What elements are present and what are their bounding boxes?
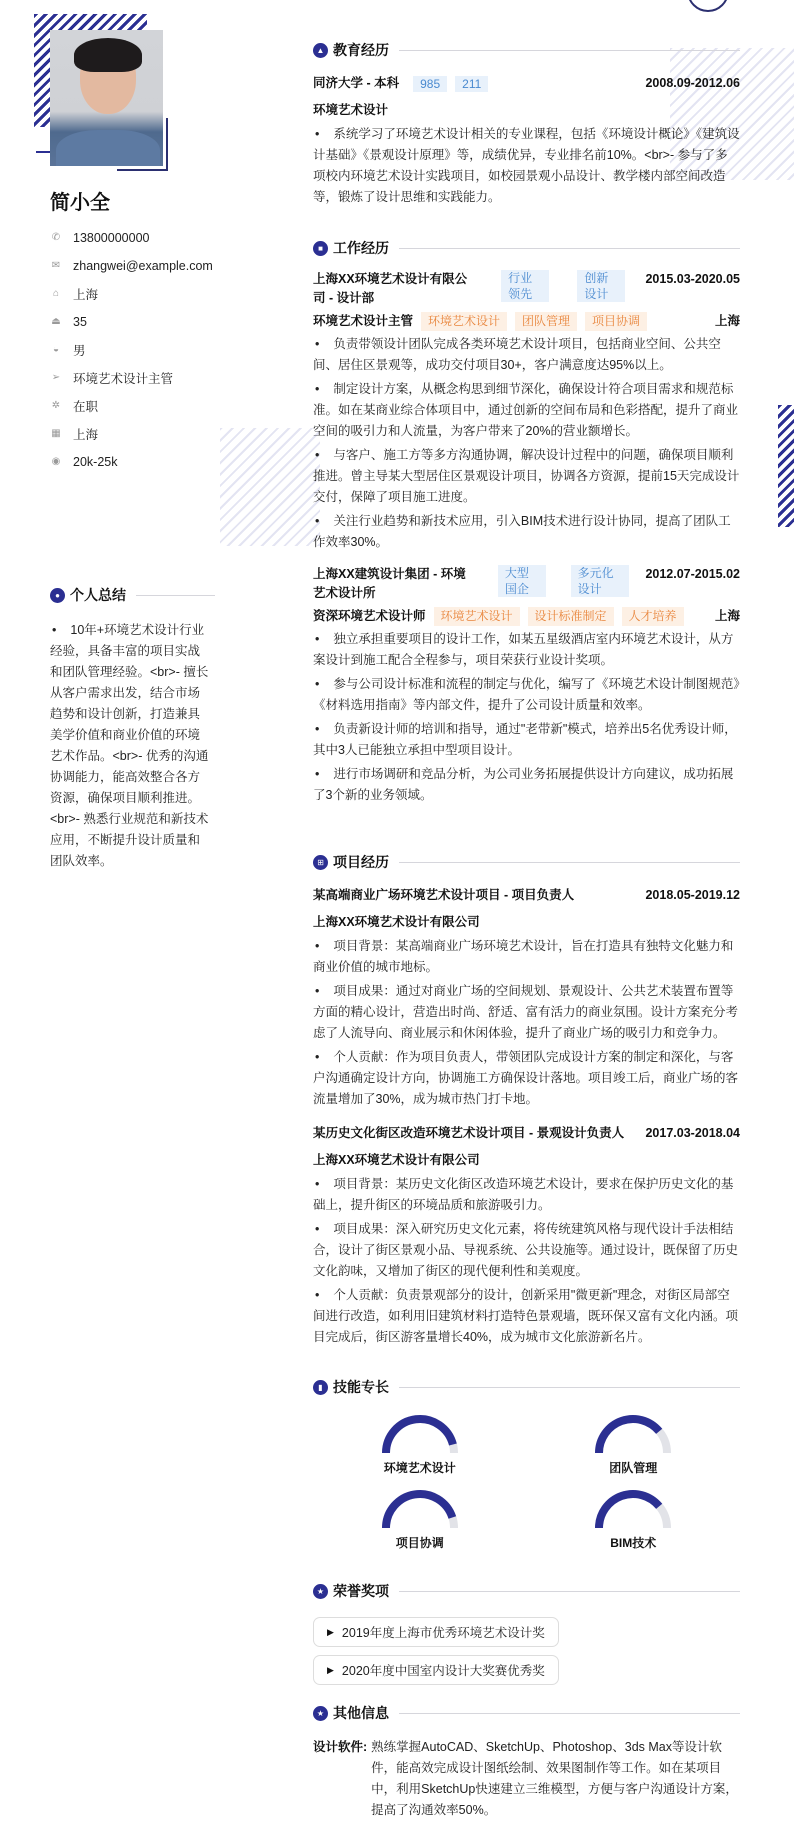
mail-icon: ✉ <box>51 260 61 271</box>
tag: 项目协调 <box>585 312 647 331</box>
job-bullet: • 负责带领设计团队完成各类环境艺术设计项目，包括商业空间、公共空间、居住区景观等，成功交付项目30+，客户满意度达95%以上。 <box>313 334 740 376</box>
contact-salary: ◉ 20k-25k <box>51 455 118 469</box>
tag: 团队管理 <box>515 312 577 331</box>
education-bullet: • 系统学习了环境艺术设计相关的专业课程，包括《环境设计概论》《建筑设计基础》《景观设计原理》等，成绩优异，专业排名前10%。<br>- 参与了多项校内环境艺术设计实践项目，如校园景观小品设计、教学楼内部空间改造等，锻炼了设计思维和实践能力。 <box>313 124 740 208</box>
gauge-icon <box>379 1411 461 1455</box>
tag: 设计标准制定 <box>528 607 614 626</box>
company-name: 上海XX建筑设计集团 - 环境艺术设计所 <box>313 567 466 600</box>
other-section <box>313 1703 740 1821</box>
tag: 创新设计 <box>577 270 625 302</box>
contact-email: ✉ zhangwei@example.com <box>51 259 213 273</box>
gender-icon: ◒ <box>52 344 60 355</box>
tag: 行业领先 <box>501 270 549 302</box>
decor-stripe-left-middle <box>220 428 320 546</box>
work-heading: ■ 工作经历 <box>313 238 740 258</box>
graduation-cap-icon: ▲ <box>313 43 328 58</box>
decor-line <box>36 151 50 153</box>
divider <box>399 1387 740 1388</box>
job-date: 2012.07-2015.02 <box>645 567 740 581</box>
project-date: 2018.05-2019.12 <box>645 888 740 902</box>
job-bullet: • 负责新设计师的培训和指导，通过"老带新"模式，培养出5名优秀设计师，其中3人已能独立承担中型项目设计。 <box>313 719 740 761</box>
contact-city: ▦ 上海 <box>51 428 99 442</box>
contact-status: ✲ 在职 <box>51 400 99 414</box>
awards-heading: ★ 荣誉奖项 <box>313 1581 740 1601</box>
profile-name: 简小全 <box>50 192 110 214</box>
skill-gauge: BIM技术 <box>527 1486 741 1551</box>
project-bullet: • 个人贡献：负责景观部分的设计，创新采用"微更新"理念，对街区局部空间进行改造，如利用旧建筑材料打造特色景观墙，既环保又富有文化内涵。项目完成后，街区游客量增长40%，成为城市文化旅游新名片。 <box>313 1285 740 1348</box>
user-icon: ● <box>50 588 65 603</box>
job-location: 上海 <box>714 314 740 328</box>
education-heading: ▲ 教育经历 <box>313 40 740 60</box>
skill-gauge: 项目协调 <box>313 1486 527 1551</box>
send-icon: ➢ <box>51 372 61 383</box>
job-date: 2015.03-2020.05 <box>645 272 740 286</box>
major: 环境艺术设计 <box>313 103 389 117</box>
contact-phone: ✆ 13800000000 <box>51 231 150 245</box>
project-bullet: • 项目成果：通过对商业广场的空间规划、景观设计、公共艺术装置布置等方面的精心设计，营造出时尚、舒适、富有活力的商业氛围。设计方案充分考虑了人流导向、商业展示和休闲体验，提升了商业广场的吸引力和竞争力。 <box>313 981 740 1044</box>
gauge-icon <box>379 1486 461 1530</box>
award-icon: ★ <box>313 1584 328 1599</box>
gauge-icon <box>592 1411 674 1455</box>
project-name: 某高端商业广场环境艺术设计项目 - 项目负责人 <box>313 888 575 902</box>
decor-bracket-bottom <box>117 169 168 171</box>
phone-icon: ✆ <box>51 232 61 243</box>
building-icon: ▦ <box>51 428 61 439</box>
status-icon: ✲ <box>51 400 61 411</box>
skill-gauge: 环境艺术设计 <box>313 1411 527 1476</box>
job-bullet: • 进行市场调研和竞品分析，为公司业务拓展提供设计方向建议，成功拓展了3个新的业务领域。 <box>313 764 740 806</box>
contact-age: ⏏ 35 <box>51 315 87 329</box>
projects-section <box>313 852 740 1348</box>
contact-location: ⌂ 上海 <box>50 280 213 308</box>
job-bullet: • 参与公司设计标准和流程的制定与优化，编写了《环境艺术设计制图规范》《材料选用指南》等内部文件，提升了公司设计质量和效率。 <box>313 674 740 716</box>
project-company: 上海XX环境艺术设计有限公司 <box>313 1153 480 1167</box>
project-bullet: • 项目背景：某高端商业广场环境艺术设计，旨在打造具有独特文化魅力和商业价值的城市地标。 <box>313 936 740 978</box>
work-section <box>313 238 740 806</box>
skills-section <box>313 1377 740 1551</box>
tag: 985 <box>413 76 447 92</box>
tag: 多元化设计 <box>571 565 629 597</box>
tag: 人才培养 <box>622 607 684 626</box>
cake-icon: ⏏ <box>51 316 61 327</box>
triangle-right-icon: ▶ <box>327 1664 334 1675</box>
avatar-photo <box>50 30 163 166</box>
tag: 大型国企 <box>498 565 546 597</box>
tag: 环境艺术设计 <box>421 312 507 331</box>
tag: 211 <box>455 76 488 92</box>
divider <box>136 595 215 596</box>
education-date: 2008.09-2012.06 <box>645 76 740 90</box>
divider <box>399 1591 740 1592</box>
gauge-icon <box>592 1486 674 1530</box>
tag: 环境艺术设计 <box>434 607 520 626</box>
job-location: 上海 <box>714 609 740 623</box>
award-item[interactable]: ▶ 2019年度上海市优秀环境艺术设计奖 <box>313 1617 559 1647</box>
decor-circle <box>687 0 729 12</box>
decor-stripe-right-edge <box>778 405 794 527</box>
info-icon: ★ <box>313 1706 328 1721</box>
job-bullet: • 与客户、施工方等多方沟通协调，解决设计过程中的问题，确保项目顺利推进。曾主导某大型居住区景观设计项目，协调各方资源，提前15天完成设计交付，保障了项目施工进度。 <box>313 445 740 508</box>
divider <box>399 862 740 863</box>
salary-icon: ◉ <box>51 456 61 467</box>
other-label: 设计软件: <box>313 1740 368 1754</box>
divider <box>399 1713 740 1714</box>
awards-section <box>313 1581 740 1693</box>
contact-position: ➢ 环境艺术设计主管 <box>51 372 174 386</box>
job-role: 环境艺术设计主管 <box>313 314 414 328</box>
divider <box>399 248 740 249</box>
decor-bracket <box>166 118 168 171</box>
bar-chart-icon: ▮ <box>313 1380 328 1395</box>
project-company: 上海XX环境艺术设计有限公司 <box>313 915 480 929</box>
job-header <box>313 270 740 308</box>
other-text: 熟练掌握AutoCAD、SketchUp、Photoshop、3ds Max等设计软件，能高效完成设计图纸绘制、效果图制作等工作。如在某项目中，利用SketchUp快速建立三维模型，方便与客户沟通设计方案，提高了沟通效率50%。 <box>371 1740 738 1817</box>
project-bullet: • 项目背景：某历史文化街区改造环境艺术设计，要求在保护历史文化的基础上，提升街区的环境品质和旅游吸引力。 <box>313 1174 740 1216</box>
job-role: 资深环境艺术设计师 <box>313 609 426 623</box>
job-header <box>313 565 740 603</box>
other-heading: ★ 其他信息 <box>313 1703 740 1723</box>
projects-heading: ⊞ 项目经历 <box>313 852 740 872</box>
job-bullet: • 制定设计方案，从概念构思到细节深化，确保设计符合项目需求和规范标准。如在某商业综合体项目中，通过创新的空间布局和色彩搭配，提升了商业空间的吸引力和人流量，为客户带来了20%的营业额增长。 <box>313 379 740 442</box>
briefcase-icon: ■ <box>313 241 328 256</box>
skills-heading: ▮ 技能专长 <box>313 1377 740 1397</box>
project-date: 2017.03-2018.04 <box>645 1126 740 1140</box>
company-name: 上海XX环境艺术设计有限公司 - 设计部 <box>313 272 468 305</box>
project-bullet: • 项目成果：深入研究历史文化元素，将传统建筑风格与现代设计手法相结合，设计了街区景观小品、导视系统、公共设施等。通过设计，既保留了历史文化韵味，又增加了街区的现代便利性和美观度。 <box>313 1219 740 1282</box>
contact-list <box>50 224 213 476</box>
job-bullet: • 关注行业趋势和新技术应用，引入BIM技术进行设计协同，提高了团队工作效率30%。 <box>313 511 740 553</box>
project-name: 某历史文化街区改造环境艺术设计项目 - 景观设计负责人 <box>313 1126 625 1140</box>
job-bullet: • 独立承担重要项目的设计工作，如某五星级酒店室内环境艺术设计，从方案设计到施工配合全程参与，项目荣获行业设计奖项。 <box>313 629 740 671</box>
summary-text: • 10年+环境艺术设计行业经验，具备丰富的项目实战和团队管理经验。<br>- 擅长从客户需求出发，结合市场趋势和设计创新，打造兼具美学价值和商业价值的环境艺术作品。<br>- 优秀的沟通协调能力，能高效整合各方资源，确保项目顺利推进。<br>- 熟悉行业规范和新技术应用，不断提升设计质量和团队效率。 <box>50 620 210 872</box>
home-icon: ⌂ <box>52 288 60 299</box>
contact-gender: ◒ 男 <box>50 336 213 364</box>
education-section <box>313 40 740 208</box>
summary-heading: ● 个人总结 <box>50 585 215 605</box>
divider <box>399 50 740 51</box>
award-item[interactable]: ▶ 2020年度中国室内设计大奖赛优秀奖 <box>313 1655 559 1685</box>
grid-icon: ⊞ <box>313 855 328 870</box>
project-bullet: • 个人贡献：作为项目负责人，带领团队完成设计方案的制定和深化，与客户沟通确定设计方向，协调施工方确保设计落地。项目竣工后，商业广场的客流量增加了30%，成为城市热门打卡地。 <box>313 1047 740 1110</box>
skill-gauge: 团队管理 <box>527 1411 741 1476</box>
school-name: 同济大学 - 本科 <box>313 76 400 90</box>
triangle-right-icon: ▶ <box>327 1626 334 1637</box>
